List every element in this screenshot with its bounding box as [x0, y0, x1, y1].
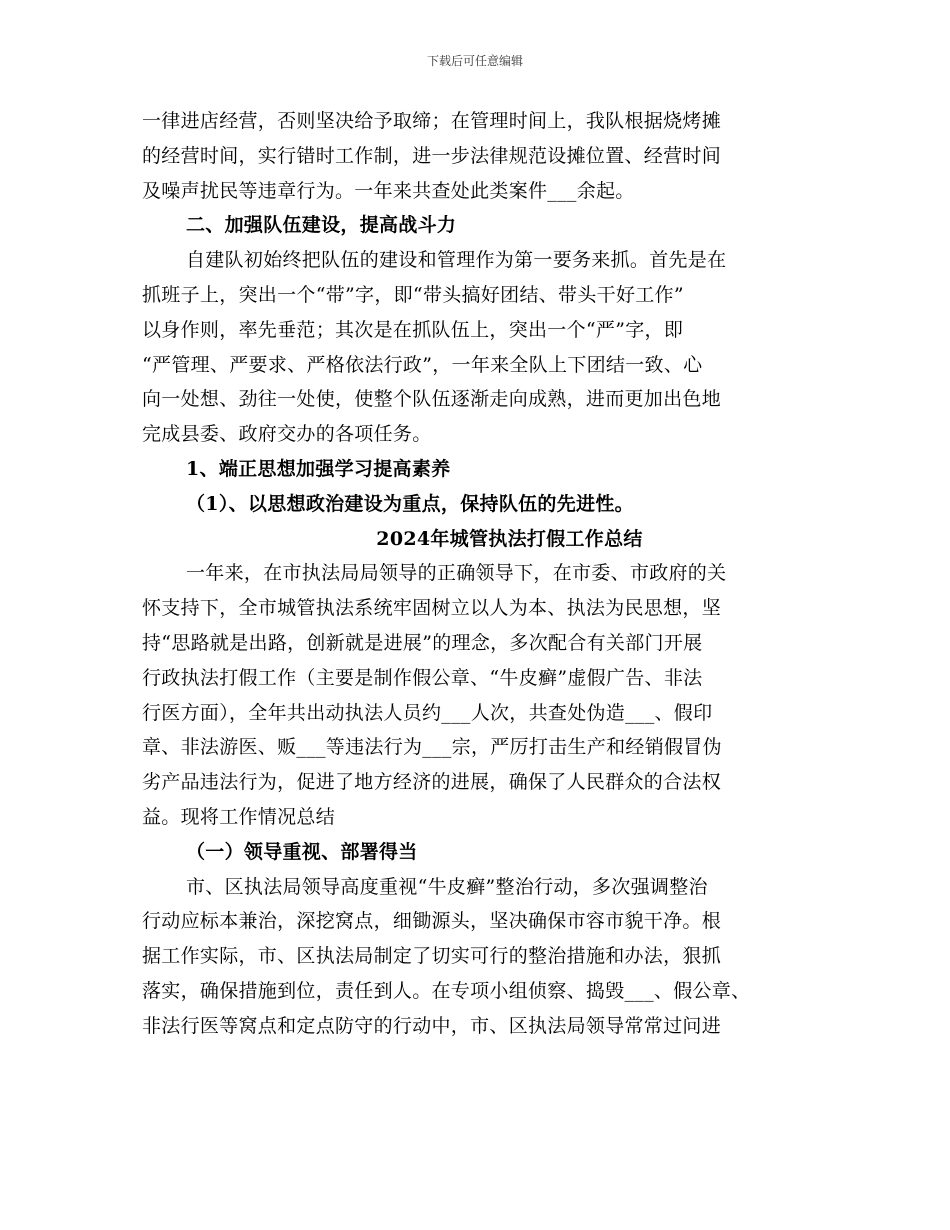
document-line: 章、非法游医、贩___等违法行为___宗，严厉打击生产和经销假冒伪: [142, 736, 722, 759]
document-line: 落实，确保措施到位，责任到人。在专项小组侦察、捣毁___、假公章、: [142, 979, 751, 1002]
document-line: 行动应标本兼治，深挖窝点，细锄源头，坚决确保市容市貌干净。根: [142, 910, 722, 933]
document-line: 向一处想、劲往一处使，使整个队伍逐渐走向成熟，进而更加出色地: [142, 388, 722, 411]
document-line: 一年来，在市执法局局领导的正确领导下，在市委、市政府的关: [186, 562, 727, 585]
document-line: 抓班子上，突出一个“带”字，即“带头搞好团结、带头干好工作”: [142, 283, 684, 306]
document-line: 持“思路就是出路，创新就是进展”的理念，多次配合有关部门开展: [142, 631, 703, 654]
document-line: （一）领导重视、部署得当: [186, 840, 418, 863]
document-line: 二、加强队伍建设，提高战斗力: [186, 214, 457, 237]
document-line: 劣产品违法行为，促进了地方经济的进展，确保了人民群众的合法权: [142, 771, 722, 794]
document-line: 完成县委、政府交办的各项任务。: [142, 423, 432, 446]
document-line: 2024年城管执法打假工作总结: [376, 527, 643, 550]
document-line: 非法行医等窝点和定点防守的行动中，市、区执法局领导常常过问进: [142, 1014, 722, 1037]
document-line: （1）、以思想政治建设为重点，保持队伍的先进性。: [186, 492, 634, 515]
document-line: 行政执法打假工作（主要是制作假公章、“牛皮癣”虚假广告、非法: [142, 666, 703, 689]
document-line: “严管理、严要求、严格依法行政”，一年来全队上下团结一致、心: [142, 353, 703, 376]
document-line: 据工作实际，市、区执法局制定了切实可行的整治措施和办法，狠抓: [142, 945, 722, 968]
document-line: 益。现将工作情况总结: [142, 805, 336, 828]
document-line: 以身作则，率先垂范；其次是在抓队伍上，突出一个“严”字，即: [142, 318, 684, 341]
document-line: 自建队初始终把队伍的建设和管理作为第一要务来抓。首先是在: [186, 249, 727, 272]
document-line: 怀支持下，全市城管执法系统牢固树立以人为本、执法为民思想，坚: [142, 597, 722, 620]
document-body: [142, 104, 817, 1044]
document-line: 1、端正思想加强学习提高素养: [186, 457, 451, 480]
document-line: 的经营时间，实行错时工作制，进一步法律规范设摊位置、经营时间: [142, 144, 722, 167]
page-header-note: 下载后可任意编辑: [426, 54, 523, 68]
document-line: 市、区执法局领导高度重视“牛皮癣”整治行动，多次强调整治: [186, 875, 708, 898]
document-line: 行医方面），全年共出动执法人员约___人次，共查处伪造___、假印: [142, 701, 713, 724]
document-line: 及噪声扰民等违章行为。一年来共查处此类案件___余起。: [142, 179, 635, 202]
document-line: 一律进店经营，否则坚决给予取缔；在管理时间上，我队根据烧烤摊: [142, 110, 722, 132]
